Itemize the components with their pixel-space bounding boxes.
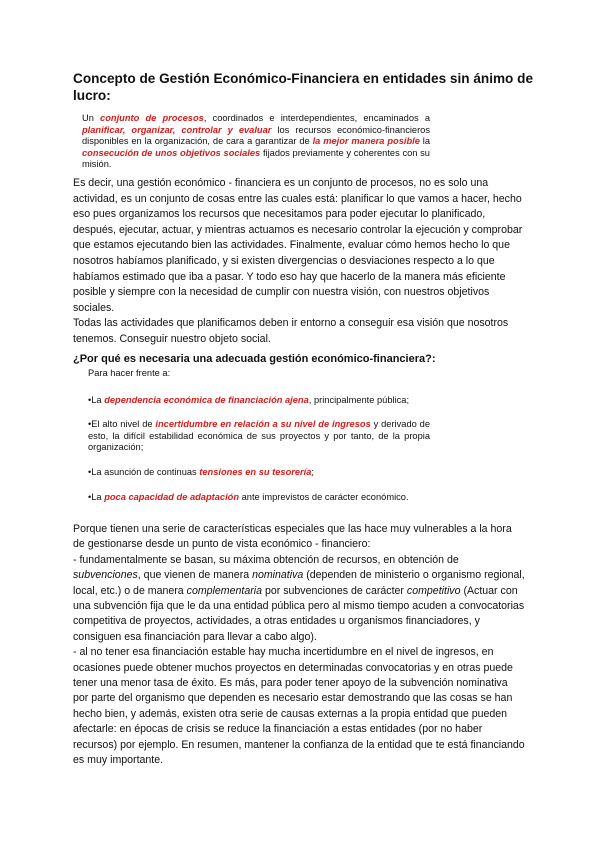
definition-text: Un — [82, 113, 101, 123]
reason-text: •La asunción de continuas — [88, 466, 200, 477]
definition-text: la — [419, 136, 431, 147]
details-text: - fundamentalmente se basan, su máxima obtención de recursos, en obtención de — [73, 553, 459, 566]
explanation-section — [73, 176, 525, 348]
page-title: Concepto de Gestión Económico-Financiera en entidades sin ánimo de lucro: — [73, 71, 534, 103]
reason-emphasis: tensiones en su tesorería — [199, 466, 312, 477]
reason-text: y derivado de esto, la difícil estabilidad económica de sus proyectos y por tanto, de la propia organización; — [88, 419, 430, 453]
definition-emphasis: conjunto de procesos — [100, 113, 204, 123]
reason-item — [88, 492, 430, 504]
reason-text: •La — [88, 394, 105, 405]
details-text: , que vienen de manera — [137, 569, 253, 582]
explanation-paragraph: Todas las actividades que planificamos deben ir entorno a conseguir esa visión que nosotros tenemos. Conseguir nuestro objeto social. — [73, 317, 509, 345]
details-bullet: - al no tener esa financiación estable hay mucha incertidumbre en el nivel de ingresos, en ocasiones puede obtener muchos proyectos en determinadas convocatorias y en otras puede tener una menor tasa de éxito. Es más, para poder tener apoyo de la subvención nominativa por parte del organismo que dependen es necesario estar demostrando que las cosas se han hecho bien, y además, existen otra serie de causas externas a la propia entidad que pueden afectarle: en épocas de crisis se reduce la financiación a estas entidades (por no haber recursos) por ejemplo. En resumen, mantener la confianza de la entidad que te está financiando es muy importante. — [73, 646, 525, 767]
reason-text: ; — [311, 466, 314, 477]
explanation-paragraph: Es decir, una gestión económico - financiera es un conjunto de procesos, no es solo una actividad, es un conjunto de cosas entre las cuales está: planificar lo que vamos a hacer, hecho eso pues organizamos los recursos que necesitamos para poder ejecutar lo planificado, después, ejecutar, actuar, y mientras actuamos es necesario controlar la ejecución y comprobar que estamos ejecutando bien las actividades. Finalmente, evaluar cómo hemos hecho lo que nosotros habíamos planificado, y si existen divergencias o desviaciones respecto a lo que habíamos estimado que iba a pasar. Y todo eso hay que hacerlo de la manera más eficiente posible y siempre con la necesidad de cumplir con nuestra visión, con nuestros objetivos sociales. — [73, 177, 523, 314]
definition-emphasis: planificar, organizar, controlar y evaluar — [82, 124, 272, 135]
reason-item — [88, 419, 430, 454]
reason-emphasis: poca capacidad de adaptación — [104, 491, 240, 502]
definition-text: fijados previamente y coherentes con su misión. — [82, 147, 430, 170]
details-paragraph: Porque tienen una serie de características especiales que las hace muy vulnerables a la hora de gestionarse desde un punto de vista económico - financiero: — [73, 523, 512, 551]
definition-text: , coordinados e interdependientes, encaminados a — [203, 113, 430, 123]
details-text: (Actuar con una subvención fija que le da una entidad pública pero al mismo tiempo acuden a convocatorias competitiva de proyectos, actividades, a otras entidades u organismos financiadores, y consiguen esa financiación para llevar a cabo algo). — [73, 584, 525, 643]
reason-emphasis: incertidumbre en relación a su nivel de ingresos — [155, 419, 371, 430]
section-heading: ¿Por qué es necesaria una adecuada gestión económico-financiera?: — [73, 353, 436, 365]
definition-quote — [82, 113, 430, 171]
details-italic: complementaria — [186, 584, 263, 597]
reasons-intro: Para hacer frente a: — [88, 368, 171, 378]
details-section — [73, 522, 525, 769]
reasons-quote — [88, 368, 430, 516]
reason-text: •La — [88, 491, 105, 502]
details-italic: competitivo — [406, 584, 461, 597]
definition-emphasis: consecución de unos objetivos sociales — [82, 147, 261, 158]
definition-emphasis: la mejor manera posible — [312, 136, 420, 147]
details-bullet — [73, 553, 525, 645]
reason-item — [88, 395, 430, 407]
reason-item — [88, 467, 430, 479]
definition-text: los recursos económico-financieros disponibles en la organización, de cara a garantizar de — [82, 124, 430, 147]
details-italic: subvenciones — [73, 569, 138, 582]
reason-emphasis: dependencia económica de financiación ajena — [104, 394, 309, 405]
reason-text: , principalmente pública; — [308, 394, 410, 405]
reason-text: •El alto nivel de — [88, 419, 156, 430]
details-italic: nominativa — [252, 569, 304, 582]
details-text: (dependen de ministerio o organismo regional, local, etc.) o de manera — [73, 569, 525, 597]
details-text: por subvenciones de carácter — [262, 584, 407, 597]
reason-text: ante imprevistos de carácter económico. — [239, 491, 409, 502]
